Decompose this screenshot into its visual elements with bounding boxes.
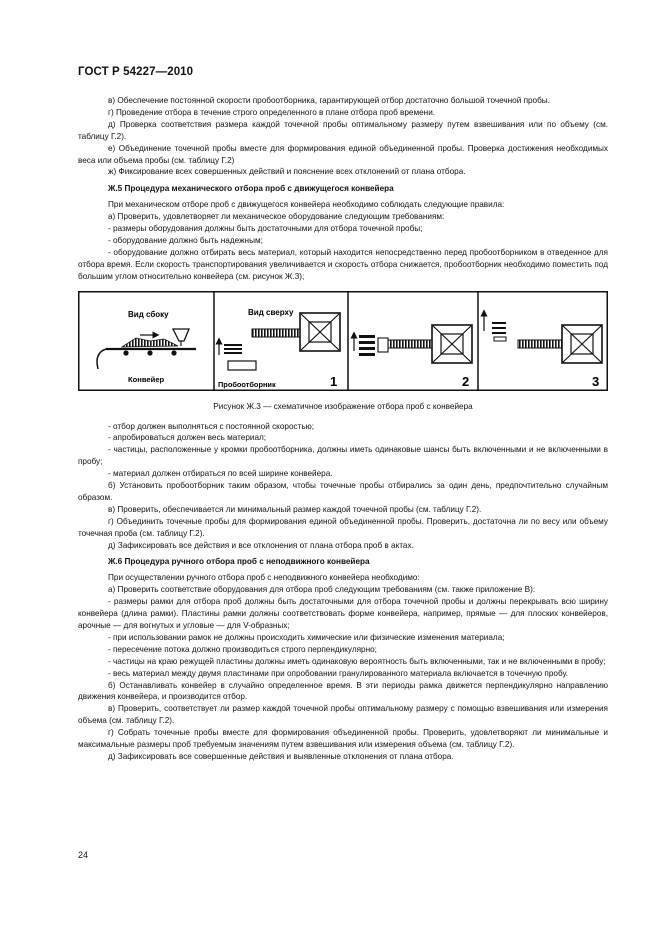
paragraph: - оборудование должно отбирать весь материал, который находится непосредственно перед пробоотборником в отведенное для отбора время. Если скорость транспортирования увеличивается и скорость отбора снижается, пробоотборник необходимо поместить под большим углом относительно конвейера (см. рисунок Ж.3); <box>78 247 608 281</box>
conveyor-strip <box>252 329 300 337</box>
paragraph: г) Проведение отбора в течение строго определенного в плане отбора проб времени. <box>108 107 436 117</box>
paragraph: в) Обеспечение постоянной скорости пробоотборника, гарантирующей отбор достаточно большой точечной пробы. <box>108 96 550 105</box>
paragraph: д) Зафиксировать все совершенные действия и выявленные отклонения от плана отбора. <box>108 751 454 761</box>
figure-zh3 <box>78 291 608 391</box>
paragraph: а) Проверить, удовлетворяет ли механическое оборудование следующим требованиям: <box>108 212 445 222</box>
paragraph: г) Объединить точечные пробы для формирования единой объединенной пробы. Проверить, достаточна ли по весу или объему точечная проба (см. таблицу Г.2). <box>78 516 608 538</box>
paragraph: - оборудование должно быть надежным; <box>108 235 263 245</box>
paragraph: При осуществлении ручного отбора проб с неподвижного конвейера необходимо: <box>108 573 420 583</box>
conveyor-strip <box>518 340 562 348</box>
roller-icon <box>147 350 152 355</box>
material-heap <box>122 338 178 347</box>
roller-icon <box>171 350 176 355</box>
paragraph: а) Проверить соответствие оборудования для отбора проб следующим требованиям (см. также приложение В): <box>108 585 536 595</box>
paragraph: При механическом отборе проб с движущегося конвейера необходимо соблюдать следующие правила: <box>108 200 505 210</box>
paragraph: - размеры рамки для отбора проб должны быть достаточными для отбора точечной пробы и должны перекрывать всю ширину конвейера (длина рамки). Пластины рамки должны соответствовать форме конвейера, например, прямые — для плоских конвейеров, арочные — для вогнутых и угловые — для V-образных; <box>78 597 608 630</box>
paragraph: е) Объединение точечной пробы вместе для формирования единой объединенной пробы. Проверка достижения необходимых веса или объема пробы (см. таблицу Г.2) <box>78 143 608 165</box>
paragraph: - отбор должен выполняться с постоянной скоростью; <box>108 421 315 431</box>
paragraph: - частицы, расположенные у кромки пробоотборника, должны иметь одинаковые шансы быть включенными и не включенными в пробу; <box>78 445 608 467</box>
side-view-panel <box>97 310 196 384</box>
hopper-icon <box>173 329 189 341</box>
roller-icon <box>123 350 128 355</box>
panel-number-1: 1 <box>330 373 338 389</box>
panel-number-2: 2 <box>462 373 470 389</box>
paragraph: ж) Фиксирование всех совершенных действий и пояснение всех отклонений от плана отбора. <box>108 167 466 177</box>
paragraph: - материал должен отбираться по всей ширине конвейера. <box>108 469 333 479</box>
conveyor-sampling-diagram <box>78 291 608 391</box>
document-header: ГОСТ Р 54227—2010 <box>78 66 194 78</box>
paragraph: - пересечение потока должно производиться строго перпендикулярно; <box>108 644 377 654</box>
paragraph: д) Зафиксировать все действия и все отклонения от плана отбора проб в актах. <box>108 540 414 550</box>
page-number: 24 <box>78 850 89 860</box>
sampler-icon <box>494 337 506 341</box>
sampler-icon <box>228 361 256 370</box>
section-heading-zh6: Ж.6 Процедура ручного отбора проб с неподвижного конвейера <box>108 557 370 567</box>
paragraph: б) Установить пробоотборник таким образом, чтобы точечные пробы отбирались за один день, предпочтительно случайным образом. <box>78 481 608 502</box>
paragraph: б) Останавливать конвейер в случайно определенное время. В эти периоды рамка движется перпендикулярно направлению движения конвейера, и производится отбор. <box>78 680 608 702</box>
paragraph: - апробироваться должен весь материал; <box>108 433 267 443</box>
section-heading-zh5: Ж.5 Процедура механического отбора проб с движущегося конвейера <box>108 184 394 194</box>
paragraph: в) Проверить, обеспечивается ли минимальный размер каждой точечной пробы (см. таблицу Г.2). <box>108 504 482 514</box>
paragraph: - размеры оборудования должны быть достаточными для отбора точечной пробы; <box>108 224 423 234</box>
paragraph: - при использовании рамок не должны происходить химические или физические изменения материала; <box>108 632 505 642</box>
label-top-view: Вид сверху <box>248 307 294 317</box>
label-conveyor: Конвейер <box>128 374 165 384</box>
document-body <box>78 95 608 763</box>
paragraph: - весь материал между двумя пластинами при опробовании гранулированного материала включается в точечную пробу. <box>108 668 568 678</box>
paragraph: г) Собрать точечные пробы вместе для формирования объединенной пробы. Проверить, удовлетворяют ли минимальные и максимальные размеры проб требуемым значениям путем взвешивания или измерения объема (см. таблицу Г.2). <box>78 728 608 750</box>
figure-caption: Рисунок Ж.3 — схематичное изображение отбора проб с конвейера <box>213 401 473 411</box>
top-view-panel-1 <box>218 308 340 389</box>
paragraph: д) Проверка соответствия размера каждой точечной пробы оптимальному размеру путем взвешивания или по объему (см. таблицу Г.2). <box>78 119 608 141</box>
paragraph: в) Проверить, соответствует ли размер каждой точечной пробы оптимальному размеру с помощью взвешивания или измерения объема (см. таблицу Г.2). <box>78 704 608 726</box>
top-view-panel-3 <box>484 313 602 389</box>
sampler-icon <box>378 338 388 352</box>
panel-number-3: 3 <box>592 373 600 389</box>
label-sampler: Пробоотборник <box>218 379 276 389</box>
conveyor-strip <box>388 340 432 348</box>
paragraph: - частицы на краю режущей пластины должны иметь одинаковую вероятность быть включенными, так и не включенными в пробу; <box>108 656 606 666</box>
label-side-view: Вид сбоку <box>128 309 169 319</box>
top-view-panel-2 <box>354 325 472 389</box>
